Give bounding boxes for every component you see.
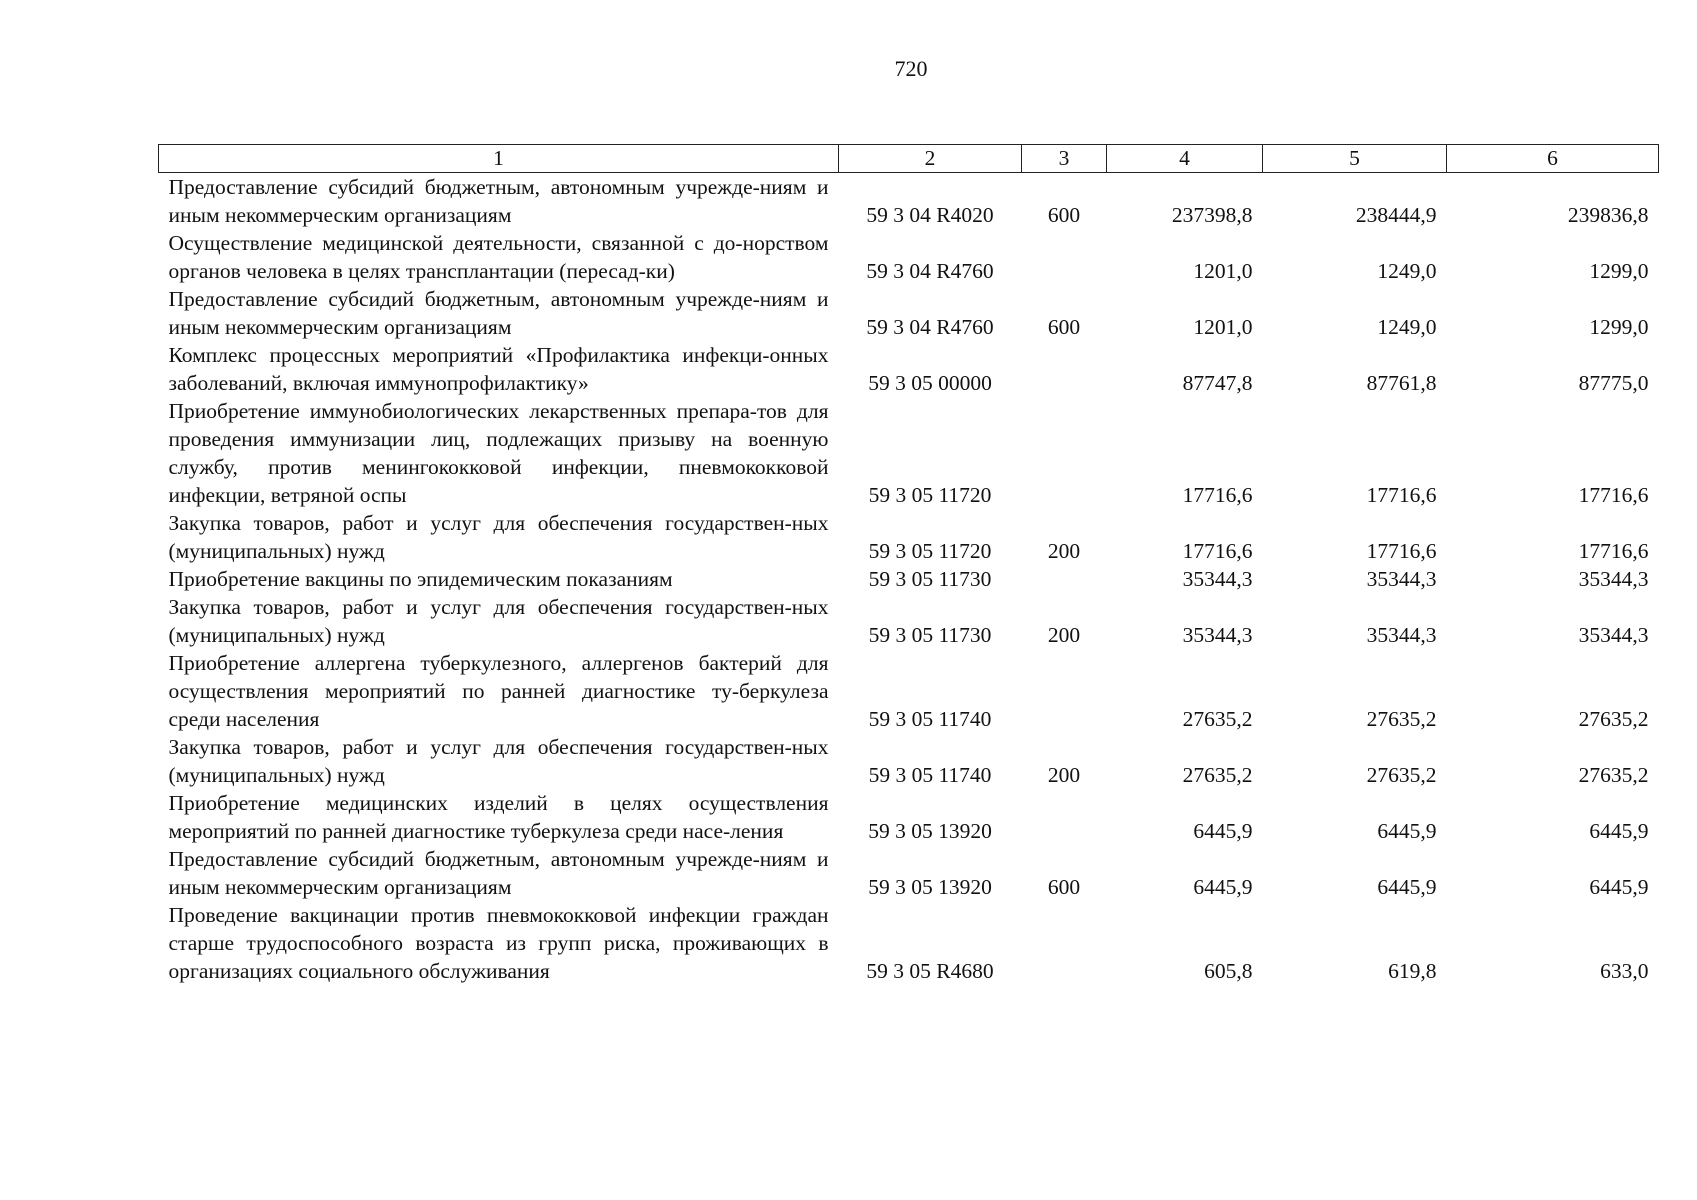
- amount-col-5: 1249,0: [1377, 315, 1437, 339]
- expense-type-code: 200: [1047, 763, 1081, 787]
- table-row: [159, 173, 1659, 230]
- row-description: Предоставление субсидий бюджетным, автономным учрежде-ниям и иным некоммерческим организациям: [168, 287, 829, 339]
- amount-col-5: 35344,3: [1366, 567, 1437, 591]
- amount-col-5: 87761,8: [1366, 371, 1437, 395]
- amount-col-6: 633,0: [1600, 959, 1649, 983]
- amount-col-6: 6445,9: [1589, 875, 1649, 899]
- amount-col-4: 17716,6: [1182, 539, 1253, 563]
- column-header: 3: [1022, 145, 1107, 173]
- amount-col-4: 6445,9: [1193, 819, 1253, 843]
- expense-type-code: 200: [1047, 623, 1081, 647]
- row-description: Закупка товаров, работ и услуг для обеспечения государствен-ных (муниципальных) нужд: [168, 595, 829, 647]
- amount-col-6: 27635,2: [1578, 707, 1649, 731]
- amount-col-4: 17716,6: [1182, 483, 1253, 507]
- amount-col-4: 605,8: [1204, 959, 1253, 983]
- table-row: [159, 593, 1659, 649]
- page-number: 720: [894, 56, 928, 81]
- amount-col-4: 87747,8: [1182, 371, 1253, 395]
- amount-col-6: 17716,6: [1578, 539, 1649, 563]
- budget-code: 59 3 05 13920: [868, 875, 992, 899]
- amount-col-5: 6445,9: [1377, 875, 1437, 899]
- row-description: Комплекс процессных мероприятий «Профилактика инфекци-онных заболеваний, включая иммунопрофилактику»: [168, 343, 829, 395]
- table-row: [159, 733, 1659, 789]
- row-description: Приобретение иммунобиологических лекарственных препара-тов для проведения иммунизации лиц, подлежащих призыву на военную службу, против менингококковой инфекции, пневмококковой инфекции, ветряной оспы: [168, 399, 829, 507]
- amount-col-6: 6445,9: [1589, 819, 1649, 843]
- amount-col-4: 1201,0: [1193, 259, 1253, 283]
- amount-col-4: 6445,9: [1193, 875, 1253, 899]
- table-row: [159, 397, 1659, 509]
- expense-type-code: [1022, 229, 1107, 285]
- budget-code: 59 3 05 00000: [868, 371, 992, 395]
- table-row: [159, 649, 1659, 733]
- budget-table: [158, 144, 1659, 985]
- amount-col-6: 35344,3: [1578, 567, 1649, 591]
- amount-col-6: 1299,0: [1589, 259, 1649, 283]
- amount-col-5: 6445,9: [1377, 819, 1437, 843]
- row-description: Приобретение аллергена туберкулезного, аллергенов бактерий для осуществления мероприятий по ранней диагностике ту-беркулеза среди населения: [168, 651, 829, 731]
- budget-code: 59 3 04 R4020: [866, 203, 994, 227]
- amount-col-5: 17716,6: [1366, 483, 1437, 507]
- amount-col-4: 27635,2: [1182, 707, 1253, 731]
- amount-col-4: 1201,0: [1193, 315, 1253, 339]
- row-description: Осуществление медицинской деятельности, связанной с до-норством органов человека в целях трансплантации (пересад-ки): [168, 231, 829, 283]
- budget-code: 59 3 05 11730: [868, 623, 992, 647]
- row-description: Приобретение медицинских изделий в целях осуществления мероприятий по ранней диагностике туберкулеза среди насе-ления: [168, 791, 829, 843]
- amount-col-6: 27635,2: [1578, 763, 1649, 787]
- budget-code: 59 3 04 R4760: [866, 259, 994, 283]
- row-description: Приобретение вакцины по эпидемическим показаниям: [168, 567, 673, 591]
- expense-type-code: 600: [1047, 203, 1081, 227]
- amount-col-5: 1249,0: [1377, 259, 1437, 283]
- column-header: 6: [1447, 145, 1659, 173]
- amount-col-5: 619,8: [1388, 959, 1437, 983]
- amount-col-6: 35344,3: [1578, 623, 1649, 647]
- budget-code: 59 3 05 11740: [868, 763, 992, 787]
- table-row: [159, 901, 1659, 985]
- table-row: [159, 789, 1659, 845]
- amount-col-6: 87775,0: [1578, 371, 1649, 395]
- row-description: Закупка товаров, работ и услуг для обеспечения государствен-ных (муниципальных) нужд: [168, 735, 829, 787]
- column-header: 1: [159, 145, 839, 173]
- budget-code: 59 3 05 11720: [868, 539, 992, 563]
- column-header: 4: [1107, 145, 1263, 173]
- amount-col-4: 35344,3: [1182, 623, 1253, 647]
- row-description: Предоставление субсидий бюджетным, автономным учрежде-ниям и иным некоммерческим организациям: [168, 175, 829, 227]
- budget-code: 59 3 05 R4680: [866, 959, 994, 983]
- table-row: [159, 509, 1659, 565]
- budget-code: 59 3 05 11720: [868, 483, 992, 507]
- row-description: Проведение вакцинации против пневмококковой инфекции граждан старше трудоспособного возраста из групп риска, проживающих в организациях социального обслуживания: [168, 903, 829, 983]
- amount-col-4: 35344,3: [1182, 567, 1253, 591]
- expense-type-code: [1022, 901, 1107, 985]
- table-row: [159, 229, 1659, 285]
- amount-col-5: 17716,6: [1366, 539, 1437, 563]
- amount-col-5: 27635,2: [1366, 763, 1437, 787]
- amount-col-4: 237398,8: [1171, 203, 1253, 227]
- row-description: Закупка товаров, работ и услуг для обеспечения государствен-ных (муниципальных) нужд: [168, 511, 829, 563]
- amount-col-5: 35344,3: [1366, 623, 1437, 647]
- expense-type-code: [1022, 649, 1107, 733]
- expense-type-code: [1022, 341, 1107, 397]
- budget-code: 59 3 04 R4760: [866, 315, 994, 339]
- amount-col-6: 1299,0: [1589, 315, 1649, 339]
- expense-type-code: [1022, 397, 1107, 509]
- amount-col-5: 27635,2: [1366, 707, 1437, 731]
- table-row: [159, 845, 1659, 901]
- expense-type-code: [1022, 565, 1107, 593]
- amount-col-6: 239836,8: [1567, 203, 1649, 227]
- table-header-row: [159, 145, 1659, 173]
- budget-code: 59 3 05 11730: [868, 567, 992, 591]
- amount-col-6: 17716,6: [1578, 483, 1649, 507]
- expense-type-code: 600: [1047, 875, 1081, 899]
- budget-code: 59 3 05 13920: [868, 819, 992, 843]
- column-header: 5: [1263, 145, 1447, 173]
- budget-code: 59 3 05 11740: [868, 707, 992, 731]
- expense-type-code: [1022, 789, 1107, 845]
- row-description: Предоставление субсидий бюджетным, автономным учрежде-ниям и иным некоммерческим организациям: [168, 847, 829, 899]
- expense-type-code: 200: [1047, 539, 1081, 563]
- table-row: [159, 285, 1659, 341]
- column-header: 2: [839, 145, 1022, 173]
- amount-col-4: 27635,2: [1182, 763, 1253, 787]
- table-row: [159, 341, 1659, 397]
- expense-type-code: 600: [1047, 315, 1081, 339]
- amount-col-5: 238444,9: [1355, 203, 1437, 227]
- table-row: [159, 565, 1659, 593]
